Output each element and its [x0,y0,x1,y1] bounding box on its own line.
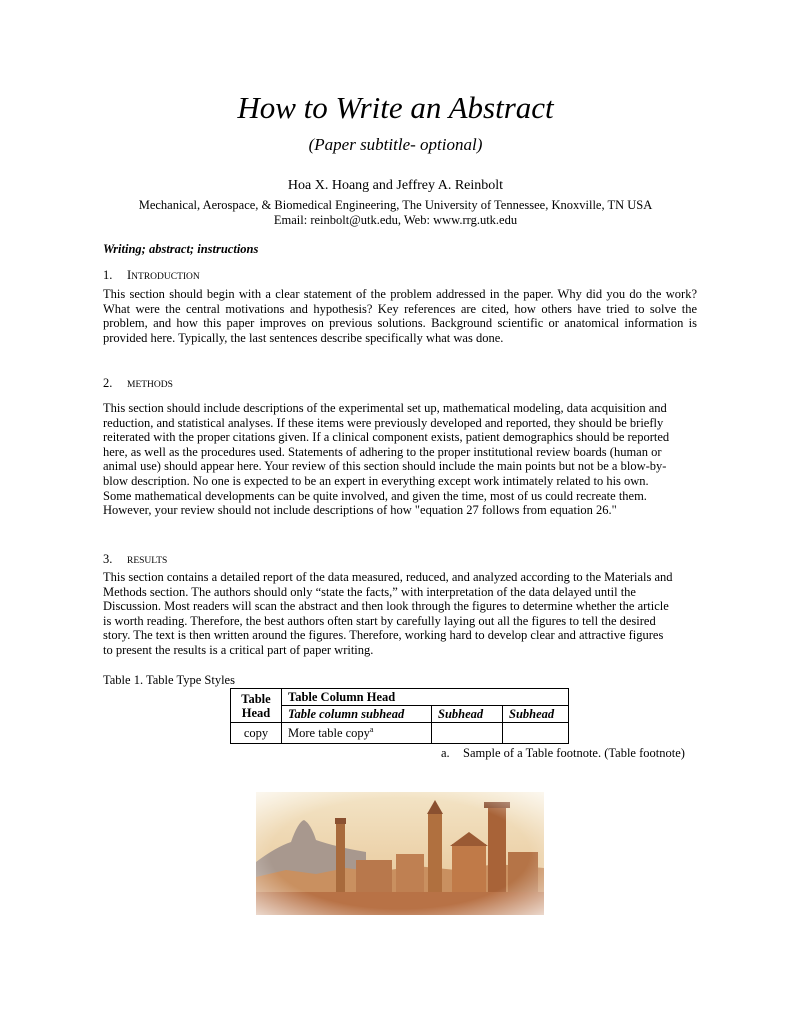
table-footnote [441,746,685,761]
heading-rest: NTRODUCTION [131,272,200,282]
footnote-marker: a [369,725,374,734]
heading-initial: I [127,268,132,282]
footnote-label: a. [441,746,450,760]
table-cell-text: More table copy [288,726,370,740]
text-line: reduction, and statistical analyses. If these items were previously developed and reported, they should be briefly [103,415,664,430]
table-cell [432,723,503,744]
text-line: Discussion. Most readers will scan the abstract and then look through the figures to determine whether the article [103,599,669,614]
table-head-cell [231,689,282,723]
section-heading-results [103,552,167,567]
table-type-styles [230,688,569,744]
paper-subtitle: (Paper subtitle- optional) [308,135,483,154]
table-column-head: Table Column Head [282,689,569,706]
introduction-paragraph [103,287,697,345]
table-cell [503,723,569,744]
text-line: blow description. No one is expected to be an expert in everything except work intimately related to his own. [103,473,649,488]
text-line: animal use) should appear here. Your review of this section should include the main points but not be a blow-by- [103,459,667,474]
text-line: is worth reading. Therefore, the best authors often start by carefully laying out all the figures to tell the desired [103,613,656,628]
section-heading-introduction [103,268,200,283]
text-line: This section contains a detailed report of the data measured, reduced, and analyzed according to the Materials and [103,570,673,584]
table-cell [282,723,432,744]
section-number: 1. [103,268,113,282]
contact-line: Email: reinbolt@utk.edu, Web: www.rrg.utk.edu [273,213,518,227]
section-heading-methods [103,376,173,391]
table-row [231,723,569,744]
heading-text: METHODS [127,380,173,390]
table-subhead: Subhead [503,706,569,723]
heading-text: RESULTS [127,556,168,566]
table-head-line: Head [241,705,271,720]
text-line: here, as well as the procedures used. Statements of adhering to the proper institutional review boards (human or [103,444,662,459]
methods-paragraph [103,401,697,518]
text-line: provided here. Typically, the last sentences describe specifically what was done. [103,330,504,345]
text-line: to present the results is a critical part of paper writing. [103,642,374,657]
text-line: What were the central motivations and hypothesis? Key references are cited, how others have tried to solve the [103,301,697,316]
text-line: story. The text is then written around the figures. Therefore, working hard to develop clear and attractive figures [103,628,664,643]
text-line: However, your review should not include descriptions of how "equation 27 follows from equation 26." [103,503,617,518]
text-line: This section should begin with a clear statement of the problem addressed in the paper. Why did you do the work? [103,287,697,301]
table-caption: Table 1. Table Type Styles [103,673,235,687]
text-line: This section should include descriptions of the experimental set up, mathematical modeling, data acquisition and [103,401,667,415]
text-line: Methods section. The authors should only “state the facts,” with interpretation of the data delayed until the [103,584,636,599]
table-subhead-row [231,706,569,723]
text-line: Some mathematical developments can be quite involved, and given the time, most of us could recreate them. [103,488,647,503]
table-subhead: Table column subhead [282,706,432,723]
table-cell: copy [231,723,282,744]
affiliation: Mechanical, Aerospace, & Biomedical Engineering, The University of Tennessee, Knoxville, TN USA [138,198,653,212]
section-number: 3. [103,552,113,566]
footnote-text: Sample of a Table footnote. (Table footnote) [463,746,685,760]
text-line: reiterated with the proper citations given. If a clinical component exists, patient demographics should be reported [103,430,670,445]
section-number: 2. [103,376,113,390]
towers-photo [256,792,544,915]
table-head-line: Table [241,691,271,706]
text-line: problem, and how this paper improves on previous solutions. Background scientific or anatomical information is [103,316,697,331]
table-header-row [231,689,569,706]
table-subhead: Subhead [432,706,503,723]
keywords: Writing; abstract; instructions [103,242,259,256]
author-list: Hoa X. Hoang and Jeffrey A. Reinbolt [287,178,504,193]
results-paragraph [103,570,697,658]
paper-title: How to Write an Abstract [237,90,554,125]
photo-vignette [256,792,544,915]
